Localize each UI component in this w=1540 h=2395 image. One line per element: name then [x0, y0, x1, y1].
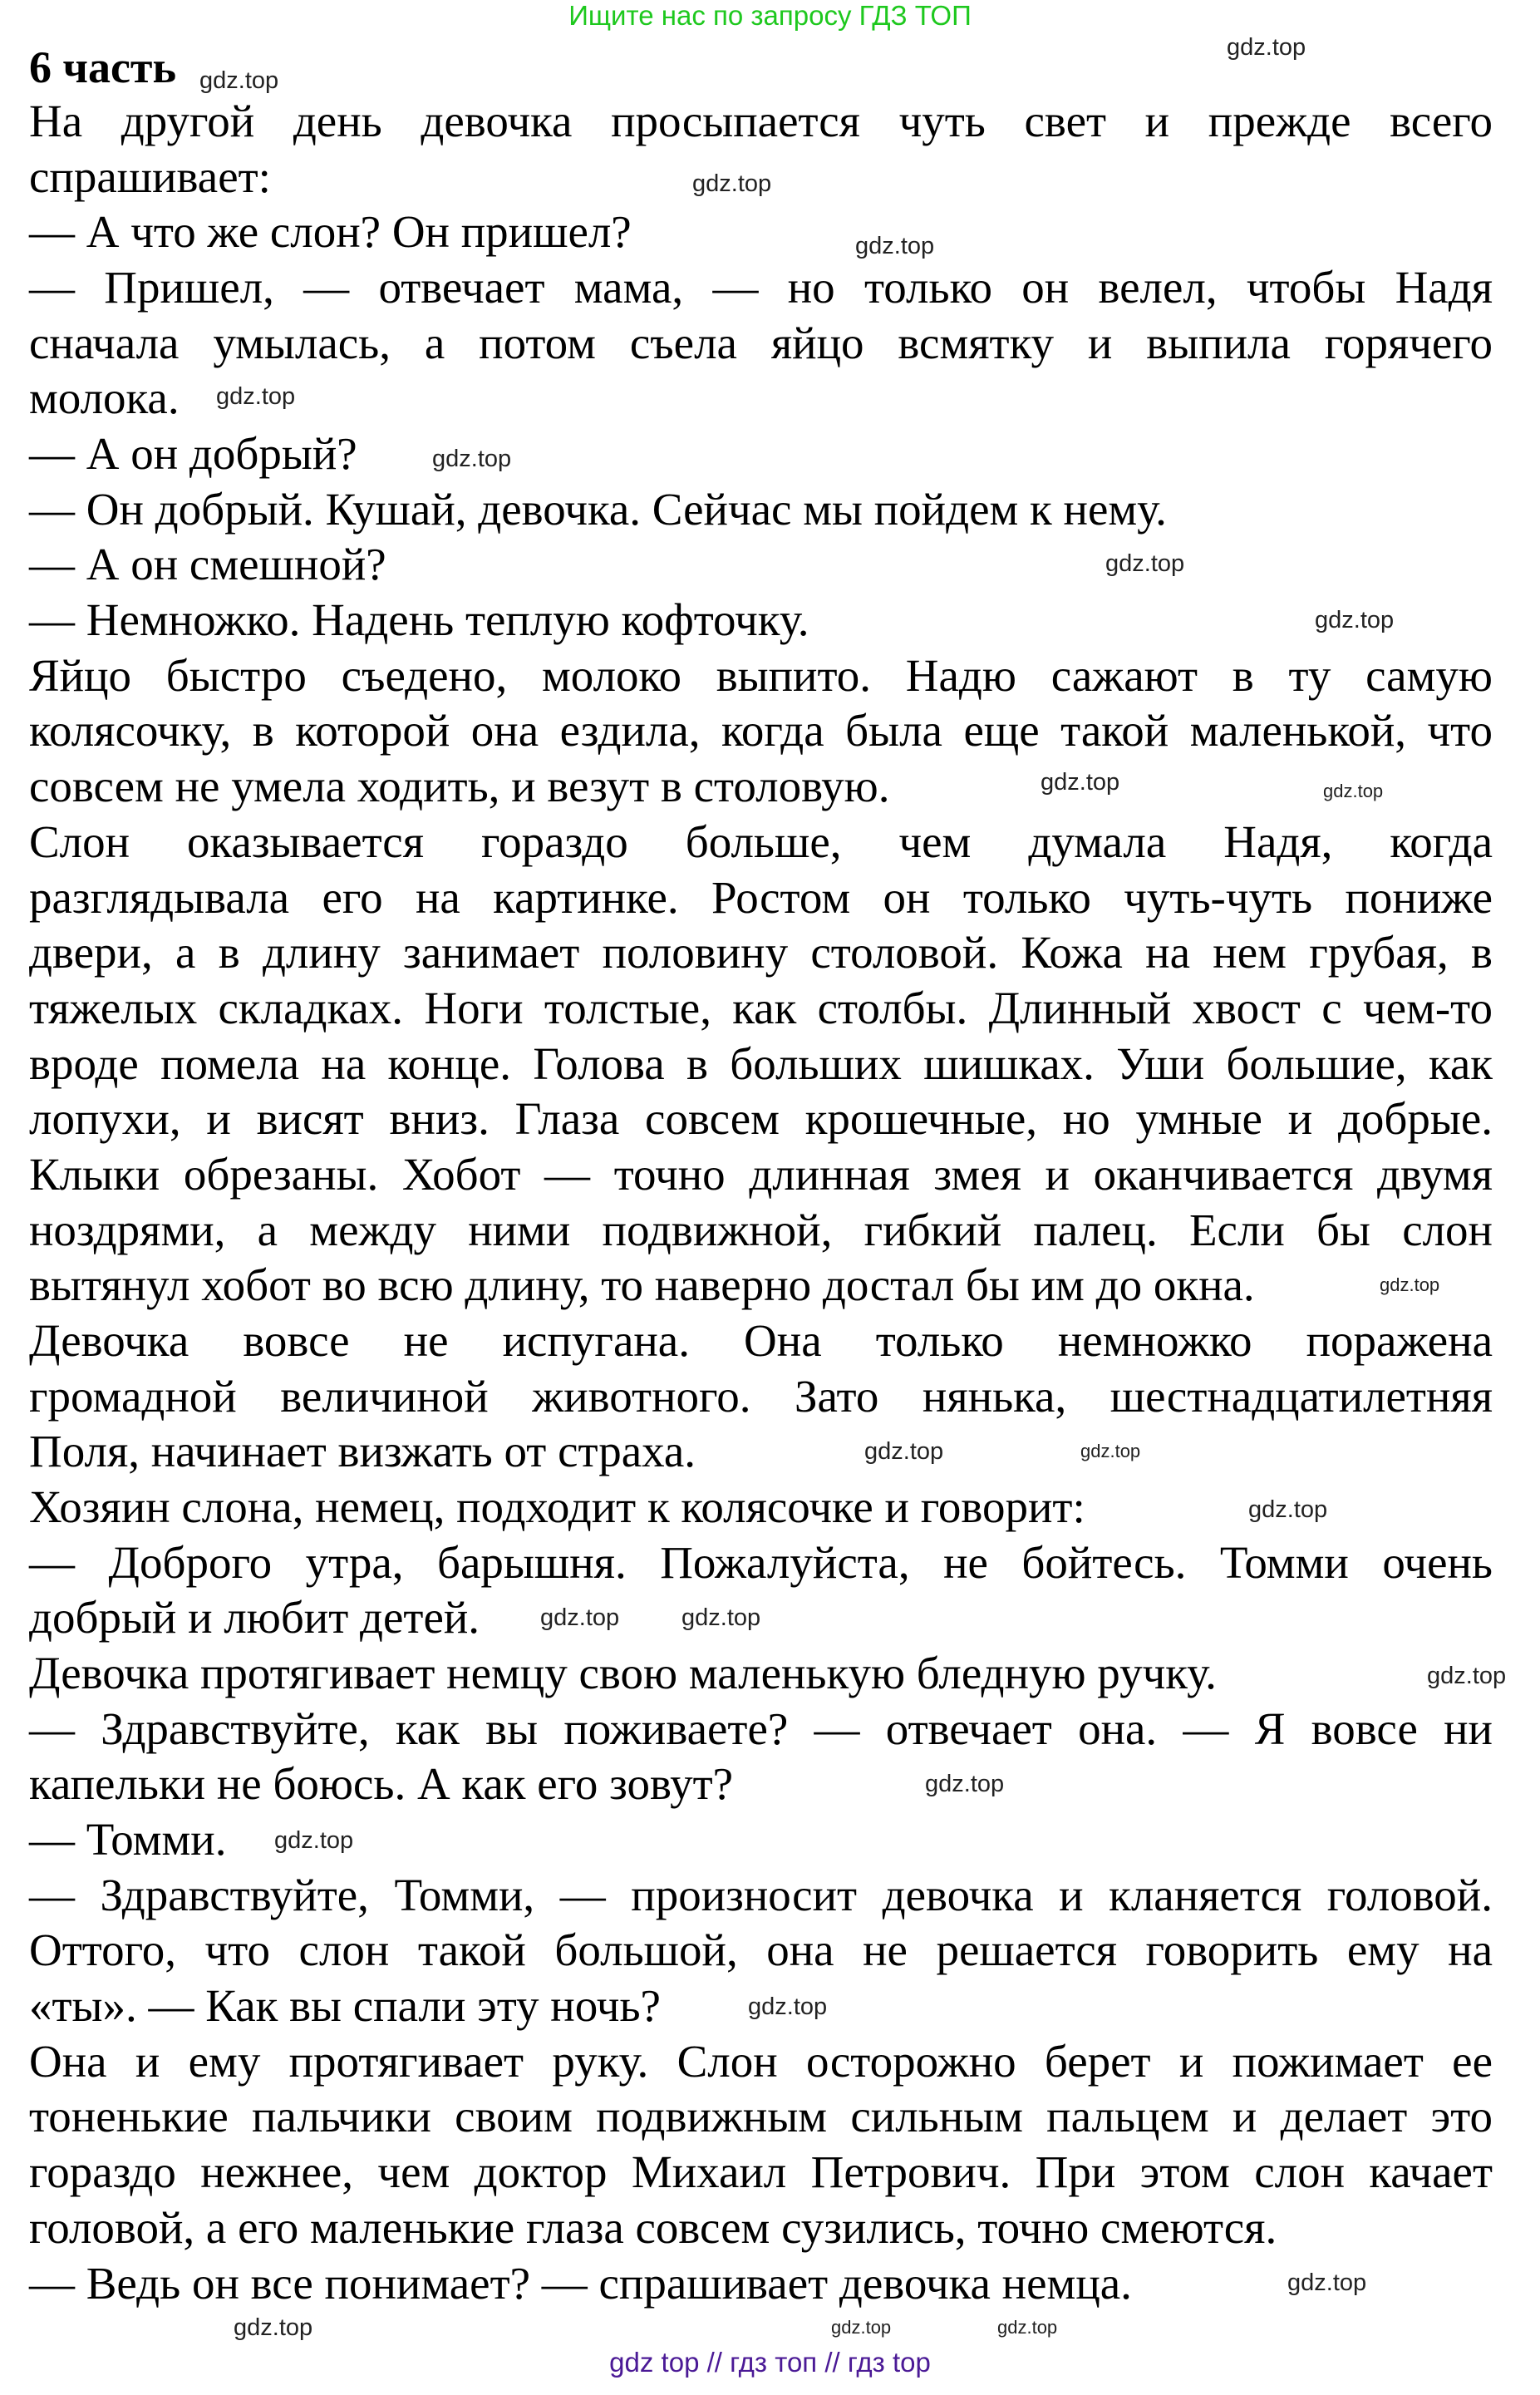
text-line: спрашивает:	[29, 150, 271, 202]
text-line: двери, а в длину занимает половину столовой. Кожа на нем грубая, в	[29, 927, 1493, 978]
watermark: gdz.top	[274, 1827, 354, 1854]
text-line: — Ведь он все понимает? — спрашивает девочка немца.	[29, 2257, 1132, 2309]
text-line: сначала умылась, а потом съела яйцо всмятку и выпила горячего	[29, 317, 1493, 368]
text-line: головой, а его маленькие глаза совсем сузились, точно смеются.	[29, 2201, 1277, 2253]
text-line: совсем не умела ходить, и везут в столовую.	[29, 761, 890, 812]
watermark: gdz.top	[925, 1771, 1005, 1797]
text-line: — А что же слон? Он пришел?	[29, 206, 632, 258]
text-line: «ты». — Как вы спали эту ночь?	[29, 1980, 661, 2032]
text-line: вроде помела на конце. Голова в больших шишках. Уши большие, как	[29, 1037, 1493, 1089]
watermark: gdz.top	[748, 1993, 828, 2020]
text-line: — А он добрый?	[29, 428, 357, 480]
text-line: тяжелых складках. Ноги толстые, как столбы. Длинный хвост с чем-то	[29, 982, 1493, 1033]
text-line: гораздо нежнее, чем доктор Михаил Петрович. При этом слон качает	[29, 2146, 1493, 2198]
watermark: gdz.top	[1315, 607, 1395, 633]
text-line: разглядывала его на картинке. Ростом он только чуть-чуть пониже	[29, 871, 1493, 923]
text-line: Девочка протягивает немцу свою маленькую бледную ручку.	[29, 1648, 1217, 1699]
watermark: gdz.top	[1248, 1496, 1328, 1523]
watermark: gdz.top	[855, 233, 935, 259]
text-line: Поля, начинает визжать от страха.	[29, 1426, 696, 1477]
text-line: лопухи, и висят вниз. Глаза совсем крошечные, но умные и добрые.	[29, 1093, 1493, 1145]
text-line: Хозяин слона, немец, подходит к колясочке и говорит:	[29, 1481, 1085, 1532]
text-line: ноздрями, а между ними подвижной, гибкий палец. Если бы слон	[29, 1204, 1493, 1255]
text-line: молока.	[29, 372, 180, 424]
footer-links: gdz top // гдз топ // гдз top	[609, 2347, 931, 2378]
watermark: gdz.top	[1080, 1441, 1141, 1461]
watermark: gdz.top	[1041, 769, 1120, 796]
text-line: колясочку, в которой она ездила, когда была еще такой маленькой, что	[29, 705, 1493, 756]
text-line: — Здравствуйте, как вы поживаете? — отвечает она. — Я вовсе ни	[29, 1703, 1493, 1754]
watermark: gdz.top	[1323, 781, 1384, 801]
text-line: капельки не боюсь. А как его зовут?	[29, 1758, 734, 1810]
watermark: gdz.top	[432, 446, 512, 472]
text-line: — Он добрый. Кушай, девочка. Сейчас мы пойдем к нему.	[29, 483, 1167, 535]
watermark: gdz.top	[1380, 1274, 1440, 1295]
watermark: gdz.top	[1105, 550, 1185, 577]
text-line: Слон оказывается гораздо больше, чем думала Надя, когда	[29, 816, 1493, 867]
text-line: — Здравствуйте, Томми, — произносит девочка и кланяется головой.	[29, 1869, 1493, 1920]
watermark: gdz.top	[997, 2317, 1058, 2338]
text-line: громадной величиной животного. Зато нянька, шестнадцатилетняя	[29, 1370, 1493, 1422]
text-line: добрый и любит детей.	[29, 1592, 480, 1643]
watermark: gdz.top	[234, 2314, 313, 2341]
watermark: gdz.top	[681, 1604, 761, 1631]
text-line: Оттого, что слон такой большой, она не решается говорить ему на	[29, 1924, 1493, 1976]
text-line: — А он смешной?	[29, 539, 386, 590]
watermark: gdz.top	[1427, 1663, 1507, 1689]
text-line: Она и ему протягивает руку. Слон осторожно берет и пожимает ее	[29, 2035, 1493, 2087]
text-line: — Пришел, — отвечает мама, — но только он велел, чтобы Надя	[29, 262, 1493, 313]
watermark: gdz.top	[216, 383, 296, 410]
watermark: gdz.top	[692, 170, 772, 197]
watermark: gdz.top	[1227, 34, 1306, 61]
text-line: — Томми.	[29, 1814, 227, 1865]
text-line: тоненькие пальчики своим подвижным сильным пальцем и делает это	[29, 2091, 1493, 2142]
text-line: На другой день девочка просыпается чуть свет и прежде всего	[29, 96, 1493, 146]
section-heading: 6 часть	[29, 42, 177, 92]
search-hint-banner: Ищите нас по запросу ГДЗ ТОП	[568, 0, 972, 31]
watermark: gdz.top	[540, 1604, 620, 1631]
watermark: gdz.top	[831, 2317, 892, 2338]
text-line: Яйцо быстро съедено, молоко выпито. Надю сажают в ту самую	[29, 649, 1493, 701]
watermark: gdz.top	[1287, 2269, 1367, 2296]
text-line: Девочка вовсе не испугана. Она только немножко поражена	[29, 1314, 1493, 1366]
watermark: gdz.top	[199, 67, 279, 94]
text-line: — Доброго утра, барышня. Пожалуйста, не бойтесь. Томми очень	[29, 1536, 1493, 1588]
watermark: gdz.top	[864, 1438, 944, 1465]
text-line: — Немножко. Надень теплую кофточку.	[29, 594, 809, 646]
text-line: вытянул хобот во всю длину, то наверно достал бы им до окна.	[29, 1259, 1255, 1311]
text-line: Клыки обрезаны. Хобот — точно длинная змея и оканчивается двумя	[29, 1148, 1493, 1200]
